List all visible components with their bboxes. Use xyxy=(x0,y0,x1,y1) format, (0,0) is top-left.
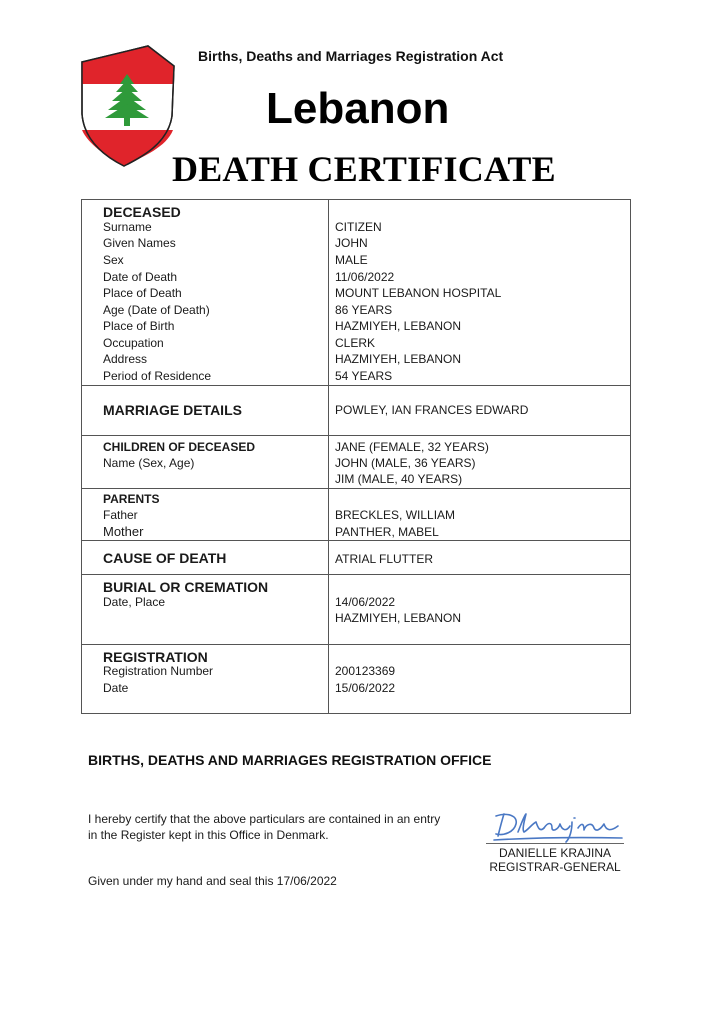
registration-section xyxy=(82,645,630,713)
value-age: 86 YEARS xyxy=(335,303,393,317)
label-occupation: Occupation xyxy=(103,336,164,350)
value-father: BRECKLES, WILLIAM xyxy=(335,508,456,522)
label-burial: Date, Place xyxy=(103,595,166,609)
value-mother: PANTHER, MABEL xyxy=(335,525,439,539)
value-child-1: JANE (FEMALE, 32 YEARS) xyxy=(335,440,489,454)
cause-section xyxy=(82,541,630,575)
label-surname: Surname xyxy=(103,220,152,234)
parents-section xyxy=(82,489,630,541)
cause-heading: CAUSE OF DEATH xyxy=(103,550,227,566)
lebanon-crest-icon xyxy=(78,44,178,168)
value-period-of-residence: 54 YEARS xyxy=(335,369,393,383)
value-occupation: CLERK xyxy=(335,336,376,350)
value-burial-place: HAZMIYEH, LEBANON xyxy=(335,611,462,625)
deceased-heading: DECEASED xyxy=(103,204,181,220)
label-given-names: Given Names xyxy=(103,236,176,250)
value-place-of-death: MOUNT LEBANON HOSPITAL xyxy=(335,286,502,300)
value-address: HAZMIYEH, LEBANON xyxy=(335,352,462,366)
certification-statement xyxy=(88,811,440,843)
value-surname: CITIZEN xyxy=(335,220,382,234)
registration-heading: REGISTRATION xyxy=(103,649,208,665)
label-registration-number: Registration Number xyxy=(103,664,214,678)
value-registration-number: 200123369 xyxy=(335,664,396,678)
registrar-title: REGISTRAR-GENERAL xyxy=(489,860,621,874)
value-cause: ATRIAL FLUTTER xyxy=(335,552,434,566)
signature-line xyxy=(486,843,624,844)
label-address: Address xyxy=(103,352,148,366)
children-section xyxy=(82,436,630,489)
label-mother: Mother xyxy=(103,524,144,539)
value-burial-date: 14/06/2022 xyxy=(335,595,396,609)
marriage-heading: MARRIAGE DETAILS xyxy=(103,402,242,418)
certificate-table xyxy=(81,199,631,714)
act-title: Births, Deaths and Marriages Registration Act xyxy=(198,48,504,64)
value-sex: MALE xyxy=(335,253,368,267)
document-title: DEATH CERTIFICATE xyxy=(172,149,556,189)
value-child-3: JIM (MALE, 40 YEARS) xyxy=(335,472,463,486)
label-children: Name (Sex, Age) xyxy=(103,456,195,470)
certification-line-1: I hereby certify that the above particulars are contained in an entry xyxy=(88,812,441,826)
value-registration-date: 15/06/2022 xyxy=(335,681,396,695)
deceased-section xyxy=(82,200,630,386)
value-date-of-death: 11/06/2022 xyxy=(335,270,395,284)
value-child-2: JOHN (MALE, 36 YEARS) xyxy=(335,456,476,470)
label-father: Father xyxy=(103,508,138,522)
value-spouse: POWLEY, IAN FRANCES EDWARD xyxy=(335,403,529,417)
given-under-hand: Given under my hand and seal this 17/06/2022 xyxy=(88,874,337,888)
certification-line-2: in the Register kept in this Office in Denmark. xyxy=(88,828,329,842)
label-date-of-death: Date of Death xyxy=(103,270,178,284)
registrar-signature-icon xyxy=(488,808,628,844)
burial-section xyxy=(82,575,630,645)
registration-office-heading: BIRTHS, DEATHS AND MARRIAGES REGISTRATION OFFICE xyxy=(88,752,492,768)
value-given-names: JOHN xyxy=(335,236,368,250)
burial-heading: BURIAL OR CREMATION xyxy=(103,579,269,595)
country-name: Lebanon xyxy=(266,84,450,133)
value-place-of-birth: HAZMIYEH, LEBANON xyxy=(335,319,462,333)
children-heading: CHILDREN OF DECEASED xyxy=(103,440,256,454)
label-sex: Sex xyxy=(103,253,124,267)
label-place-of-birth: Place of Birth xyxy=(103,319,175,333)
marriage-section xyxy=(82,386,630,436)
label-age: Age (Date of Death) xyxy=(103,303,210,317)
label-place-of-death: Place of Death xyxy=(103,286,182,300)
registrar-name: DANIELLE KRAJINA xyxy=(498,846,612,860)
parents-heading: PARENTS xyxy=(103,492,160,506)
label-registration-date: Date xyxy=(103,681,129,695)
label-period-of-residence: Period of Residence xyxy=(103,369,212,383)
